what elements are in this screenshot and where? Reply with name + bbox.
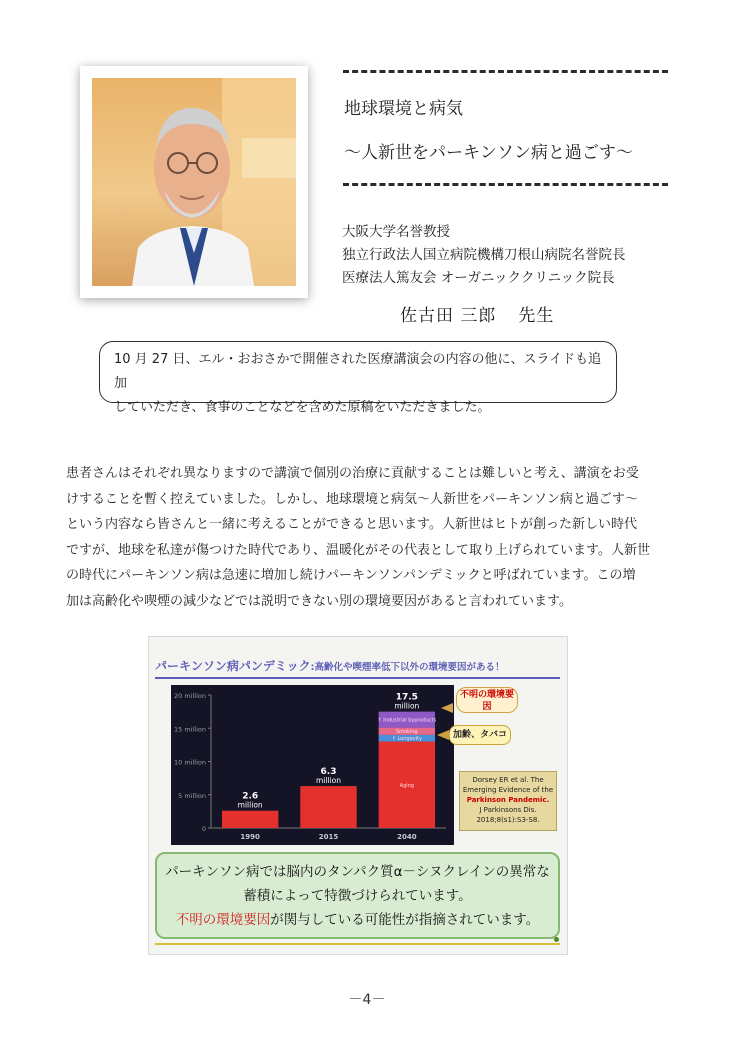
- chart-data-label-unit: million: [394, 701, 420, 711]
- chart-segment-label: Smoking: [395, 729, 418, 736]
- callout-aging-smoking: 加齢、タバコ: [449, 725, 511, 745]
- slide-title: [155, 657, 504, 674]
- body-line: 加は高齢化や喫煙の減少などでは説明できない別の環境要因があると言われています。: [66, 593, 572, 609]
- body-line: 患者さんはそれぞれ異なりますので講演で個別の治療に貢献することは難しいと考え、講演をお受: [66, 466, 639, 481]
- slide-message-rest: が関与している可能性が指摘されています。: [270, 912, 540, 928]
- chart-svg: [171, 685, 454, 845]
- chart-data-label-unit: million: [237, 800, 263, 810]
- slide-message-line: パーキンソン病では脳内のタンパク質α－シヌクレインの異常な: [165, 864, 550, 880]
- affiliation-line: 大阪大学名誉教授: [342, 224, 450, 240]
- slide-message-box: [155, 852, 560, 939]
- chart-segment-label: Aging: [399, 782, 414, 789]
- chart-y-tick-label: 10 million: [174, 758, 206, 767]
- body-line: という内容なら皆さんと一緒に考えることができると思います。人新世はヒトが創った新しい時代: [66, 517, 637, 532]
- reference-line: J Parkinsons Dis.: [479, 806, 537, 814]
- speaker-given-name: 三郎: [460, 306, 497, 326]
- talk-subtitle: ～人新世をパーキンソン病と過ごす～: [344, 143, 633, 163]
- reference-line: Dorsey ER et al. The: [472, 776, 544, 784]
- chart-y-tick-label: 15 million: [174, 725, 206, 734]
- speaker-portrait: [92, 78, 296, 286]
- callout-age-arrow: [437, 730, 449, 740]
- callout-unknown-env-factor: 不明の環境要因: [456, 687, 518, 713]
- reference-line: 2018;8(s1):S3-S8.: [476, 816, 540, 824]
- title-top-divider: [343, 70, 668, 73]
- reference-highlight: Parkinson Pandemic.: [466, 796, 550, 804]
- body-line: ですが、地球を私達が傷つけた時代であり、温暖化がその代表として取り上げられています。人新世: [66, 542, 650, 558]
- slide-title-main: パーキンソン病パンデミック: [155, 659, 311, 673]
- affiliation-line: 医療法人篤友会 オーガニッククリニック院長: [342, 270, 615, 286]
- speaker-honorific: 先生: [518, 306, 555, 326]
- reference-line: Emerging Evidence of the: [462, 786, 554, 794]
- editor-note-box: [99, 341, 617, 415]
- chart-y-tick-label: 20 million: [174, 692, 206, 700]
- chart-x-tick-label: 1990: [240, 833, 260, 841]
- chart-segment-label: ↑ Industrial byproducts: [377, 717, 437, 724]
- slide-marker-dot: [554, 937, 559, 942]
- chart-x-tick-label: 2015: [318, 833, 339, 841]
- slide-message-highlight: 不明の環境要因: [175, 912, 271, 928]
- body-line: けすることを暫く控えていました。しかし、地球環境と病気～人新世をパーキンソン病と過ごす～: [66, 491, 638, 507]
- slide-message-line: 蓄積によって特徴づけられています。: [243, 888, 472, 904]
- talk-title: 地球環境と病気: [344, 99, 463, 119]
- pd-prevalence-chart: [171, 685, 454, 845]
- editor-note-line: していただき、食事のことなどを含めた原稿をいただきました。: [114, 400, 491, 415]
- editor-note-line: 10 月 27 日、エル・おおさかで開催された医療講演会の内容の他に、スライドも追加: [114, 352, 602, 391]
- callout-env-arrow: [441, 703, 453, 713]
- body-line: の時代にパーキンソン病は急速に増加し続けパーキンソンパンデミックと呼ばれています。この増: [66, 568, 636, 583]
- article-body: [66, 461, 670, 614]
- speaker-photo-frame: [80, 66, 308, 298]
- chart-data-label: 17.5: [395, 692, 418, 703]
- chart-bar: [222, 811, 278, 828]
- speaker-name: [400, 301, 554, 326]
- chart-bar: [300, 786, 356, 828]
- reference-box: [459, 771, 557, 831]
- slide-bottom-rule: [155, 943, 560, 945]
- chart-segment-label: ↑ Longevity: [391, 736, 422, 743]
- slide-title-rule: [155, 677, 560, 679]
- lecture-slide: [148, 636, 568, 955]
- chart-y-tick-label: 5 million: [178, 791, 206, 800]
- slide-title-sub: :高齢化や喫煙率低下以外の環境要因がある！: [310, 662, 505, 673]
- title-bottom-divider: [343, 183, 668, 186]
- affiliation-line: 独立行政法人国立病院機構刀根山病院名誉院長: [342, 247, 626, 263]
- chart-x-tick-label: 2040: [397, 833, 417, 841]
- speaker-photo: [92, 78, 296, 286]
- chart-data-label-unit: million: [316, 776, 341, 786]
- page-number: －4－: [348, 992, 386, 1008]
- chart-data-label: 2.6: [242, 791, 259, 802]
- speaker-surname: 佐古田: [400, 306, 454, 326]
- chart-y-tick-label: 0: [201, 825, 206, 833]
- chart-data-label: 6.3: [320, 767, 337, 778]
- slide-message-line: [157, 908, 558, 932]
